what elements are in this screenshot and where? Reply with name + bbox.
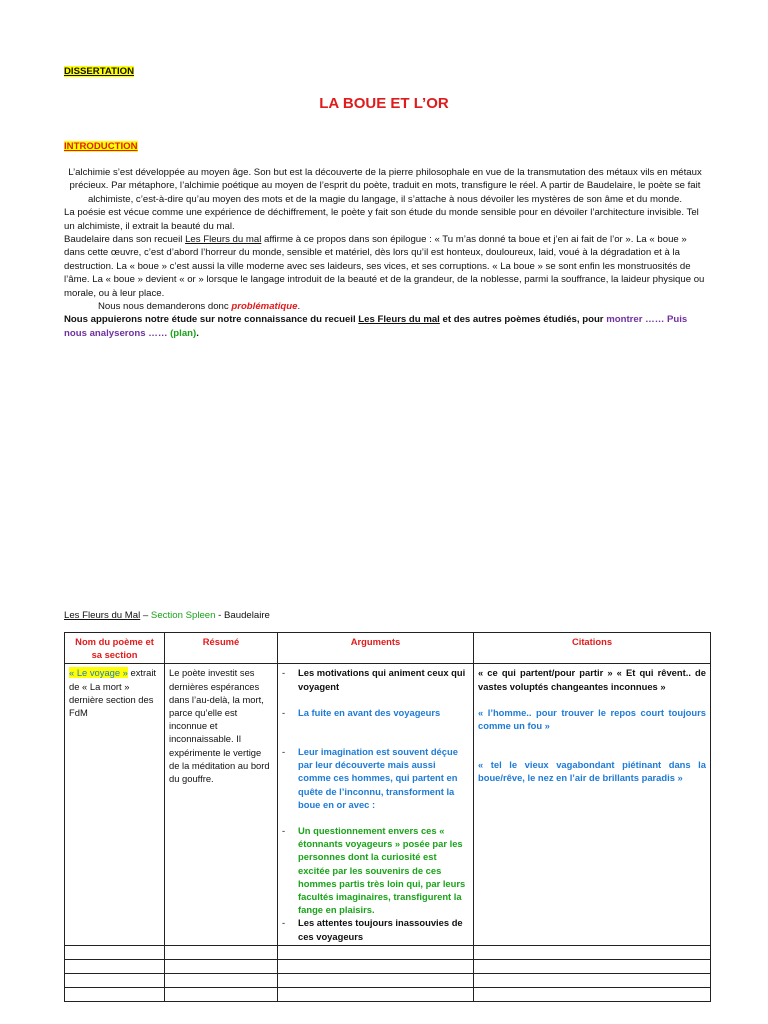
- summary-cell: Le poète investit ses dernières espérances dans l’au-delà, la mort, parce qu’elle est inconnue et inconnaissable. Il expérimente le vertige de la méditation au bord du gouffre.: [165, 664, 278, 945]
- argument-item: - Un questionnement envers ces « étonnants voyageurs » posée par les personnes dont la curiosité est excitée par les souvenirs de ces hommes partis très loin qui, par leurs facultés imaginaires, transfigurent la fange en plaisirs.: [282, 824, 469, 916]
- intro-p5-mid: et des autres poèmes étudiés, pour: [439, 314, 607, 326]
- book-title-2: Les Fleurs du mal: [358, 314, 440, 326]
- section-dash-1: –: [140, 610, 151, 621]
- citations-cell: [474, 664, 711, 945]
- intro-paragraph-4: [64, 300, 706, 313]
- intro-paragraph-1: L’alchimie s’est développée au moyen âge. Son but est la découverte de la pierre philosophale en vue de la transmutation des métaux vils en métaux précieux. Par métaphore, l’alchimie poétique au moyen de l’esprit du poète, traduit en mots, transfigure le réel. A partir de Baudelaire, le poète se fait alchimiste, c’est-à-dire qu’au moyen des mots et de la magie du langage, il s’attache à nous dévoiler les mystères de son âme et du monde.: [68, 167, 702, 205]
- citation: « l’homme.. pour trouver le repos court toujours comme un fou »: [478, 706, 706, 732]
- intro-p3-rest: affirme à ce propos dans son épilogue : « Tu m’as donné ta boue et j’en ai fait de l’or ». La « boue » dans cette œuvre, c’est d’abord l’horreur du monde, sensible et matériel, dès lors qu’il est honteux, douloureux, laid, voué à la dégradation et à la destruction. La « boue » c’est aussi la ville moderne avec ses laideurs, ses vices, et ses corruptions. « La boue » se sont enfin les monstruosités de l’âme. La « boue » devient « or » lorsque le langage introduit de la beauté et de la grandeur, de la noblesse, parmi la souffrance, la laideur physique ou morale, ou à leur place.: [64, 234, 705, 299]
- plan-placeholder: (plan): [170, 327, 197, 339]
- table-row: [65, 664, 711, 945]
- poem-section: extrait de « La mort » dernière section des FdM: [69, 667, 157, 719]
- intro-paragraph-5: [64, 313, 706, 340]
- header-arguments: Arguments: [278, 633, 474, 664]
- poem-title: « Le voyage »: [69, 667, 128, 679]
- document-title: LA BOUE ET L’OR: [319, 95, 449, 112]
- intro-paragraph-2: La poésie est vécue comme une expérience de déchiffrement, le poète y fait son étude du monde sensible pour en dévoiler l’architecture invisible. Tel un alchimiste, il extrait la beauté du mal.: [64, 207, 699, 232]
- arguments-list: [282, 666, 469, 942]
- argument-item: - Les attentes toujours inassouvies de ces voyageurs: [282, 916, 469, 942]
- argument-item: - La fuite en avant des voyageurs: [282, 706, 469, 719]
- section-author: Baudelaire: [224, 610, 270, 621]
- empty-table-row: [65, 987, 711, 1001]
- dissertation-label: DISSERTATION: [64, 66, 134, 77]
- section-name: Section Spleen: [150, 610, 216, 621]
- argument-item: - Les motivations qui animent ceux qui voyagent: [282, 666, 469, 692]
- intro-p3-start: Baudelaire dans son recueil: [64, 234, 186, 246]
- section-dash-2: -: [215, 610, 224, 621]
- intro-p5-start: Nous appuierons notre étude sur notre connaissance du recueil: [64, 314, 359, 326]
- show-placeholder: montrer …… Puis nous analyserons ……: [64, 314, 688, 339]
- header-summary: Résumé: [165, 633, 278, 664]
- empty-table-row: [65, 973, 711, 987]
- poem-cell: [65, 664, 165, 945]
- intro-p4-start: Nous nous demanderons donc: [98, 301, 232, 313]
- header-citations: Citations: [474, 633, 711, 664]
- argument-item: - Leur imagination est souvent déçue par leur découverte mais aussi comme ces hommes, qui partent en quête de l’inconnu, transforment la boue en or avec :: [282, 745, 469, 811]
- intro-p5-end: .: [196, 327, 199, 339]
- empty-table-row: [65, 945, 711, 959]
- section-book-title: Les Fleurs du Mal: [64, 610, 141, 621]
- intro-paragraph-3: [64, 233, 706, 300]
- citation: « tel le vieux vagabondant piétinant dans la boue/rêve, le nez en l’air de brillants paradis »: [478, 759, 706, 784]
- introduction-label: INTRODUCTION: [64, 141, 138, 152]
- poems-table: [64, 632, 711, 1002]
- empty-table-row: [65, 959, 711, 973]
- section-heading: [64, 610, 270, 621]
- introduction-text: [64, 166, 706, 340]
- intro-p4-end: .: [297, 301, 301, 313]
- header-poem: Nom du poème et sa section: [65, 633, 165, 664]
- citation: « ce qui partent/pour partir » « Et qui rêvent.. de vastes voluptés changeantes inconnues »: [478, 667, 706, 692]
- table-header-row: [65, 633, 711, 664]
- arguments-cell: [278, 664, 474, 945]
- book-title: Les Fleurs du mal: [185, 234, 262, 246]
- problematique-placeholder: problématique: [231, 301, 298, 313]
